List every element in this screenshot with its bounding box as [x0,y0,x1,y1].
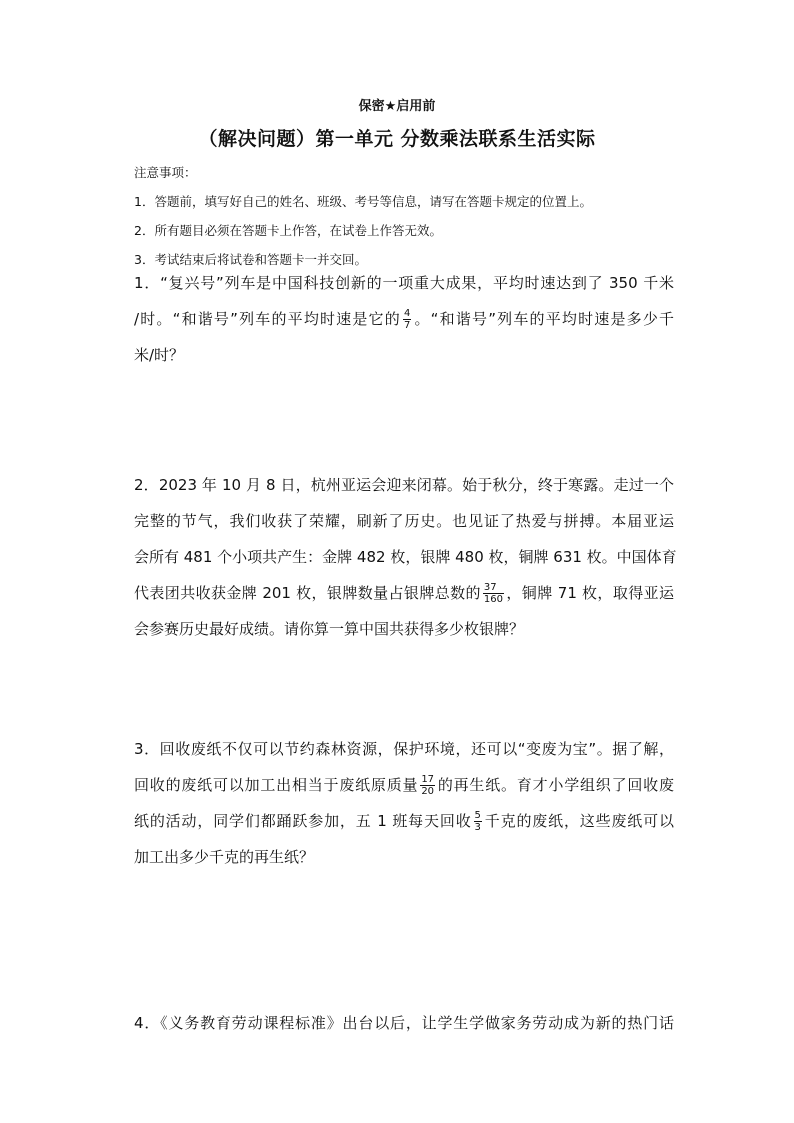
fraction-denominator: 20 [421,786,435,797]
question-text: 4．《义务教育劳动课程标准》出台以后，让学生学做家务劳动成为新的热门话 [134,1014,674,1032]
question-1 [134,265,674,373]
confidential-mark: 保密★启用前 [358,99,436,114]
notes-heading: 注意事项： [134,165,197,180]
question-text: 米/时？ [134,346,185,364]
question-text: 2．2023 年 10 月 8 日，杭州亚运会迎来闭幕。始于秋分，终于寒露。走过一个 [134,476,674,494]
question-text [134,575,674,611]
fraction-denominator: 160 [483,594,504,605]
fraction-denominator: 7 [403,320,411,331]
question-text [134,301,674,337]
question-text: 完整的节气，我们收获了荣耀，刷新了历史。也见证了热爱与拼搏。本届亚运 [134,512,674,530]
fraction-numerator: 4 [403,308,411,319]
fraction-numerator: 5 [474,810,481,821]
page-title: （解决问题）第一单元 分数乘法联系生活实际 [198,128,596,150]
fraction [420,774,435,797]
question-text: 加工出多少千克的再生纸？ [134,848,315,866]
question-text-part: 代表团共收获金牌 201 枚，银牌数量占银牌总数的 [134,584,481,602]
fraction-numerator: 37 [483,582,504,594]
fraction [483,582,504,605]
question-text-part: 。“和谐号”列车的平均时速是多少千 [413,310,674,328]
notes-section [134,163,592,279]
fraction-numerator: 17 [421,774,435,785]
question-text-part: ，铜牌 71 枚，取得亚运 [506,584,675,602]
question-text-part: 纸的活动，同学们都踊跃参加，五 1 班每天回收 [134,812,472,830]
question-text: 会参赛历史最好成绩。请你算一算中国共获得多少枚银牌？ [134,620,525,638]
question-text: 3．回收废纸不仅可以节约森林资源，保护环境，还可以“变废为宝”。据了解， [134,740,674,758]
question-text-part: /时。“和谐号”列车的平均时速是它的 [134,310,401,328]
notes-item: 1．答题前，填写好自己的姓名、班级、考号等信息，请写在答题卡规定的位置上。 [134,194,592,209]
question-text-part: 的再生纸。育才小学组织了回收废 [437,776,674,794]
question-text [134,803,674,839]
question-text-part: 千克的废纸，这些废纸可以 [483,812,674,830]
fraction [474,810,482,833]
notes-item: 2．所有题目必须在答题卡上作答，在试卷上作答无效。 [134,223,442,238]
question-2 [134,467,677,647]
notes-item: 3．考试结束后将试卷和答题卡一并交回。 [134,252,367,267]
question-text-part: 回收的废纸可以加工出相当于废纸原质量 [134,776,419,794]
question-4 [134,1005,674,1041]
question-text [134,767,674,803]
question-3 [134,731,674,875]
fraction-denominator: 3 [474,822,481,833]
question-text: 会所有 481 个小项共产生：金牌 482 枚，银牌 480 枚，铜牌 631 枚。中国体育 [134,548,677,566]
fraction [403,308,411,331]
question-text: 1．“复兴号”列车是中国科技创新的一项重大成果，平均时速达到了 350 千米 [134,274,674,292]
